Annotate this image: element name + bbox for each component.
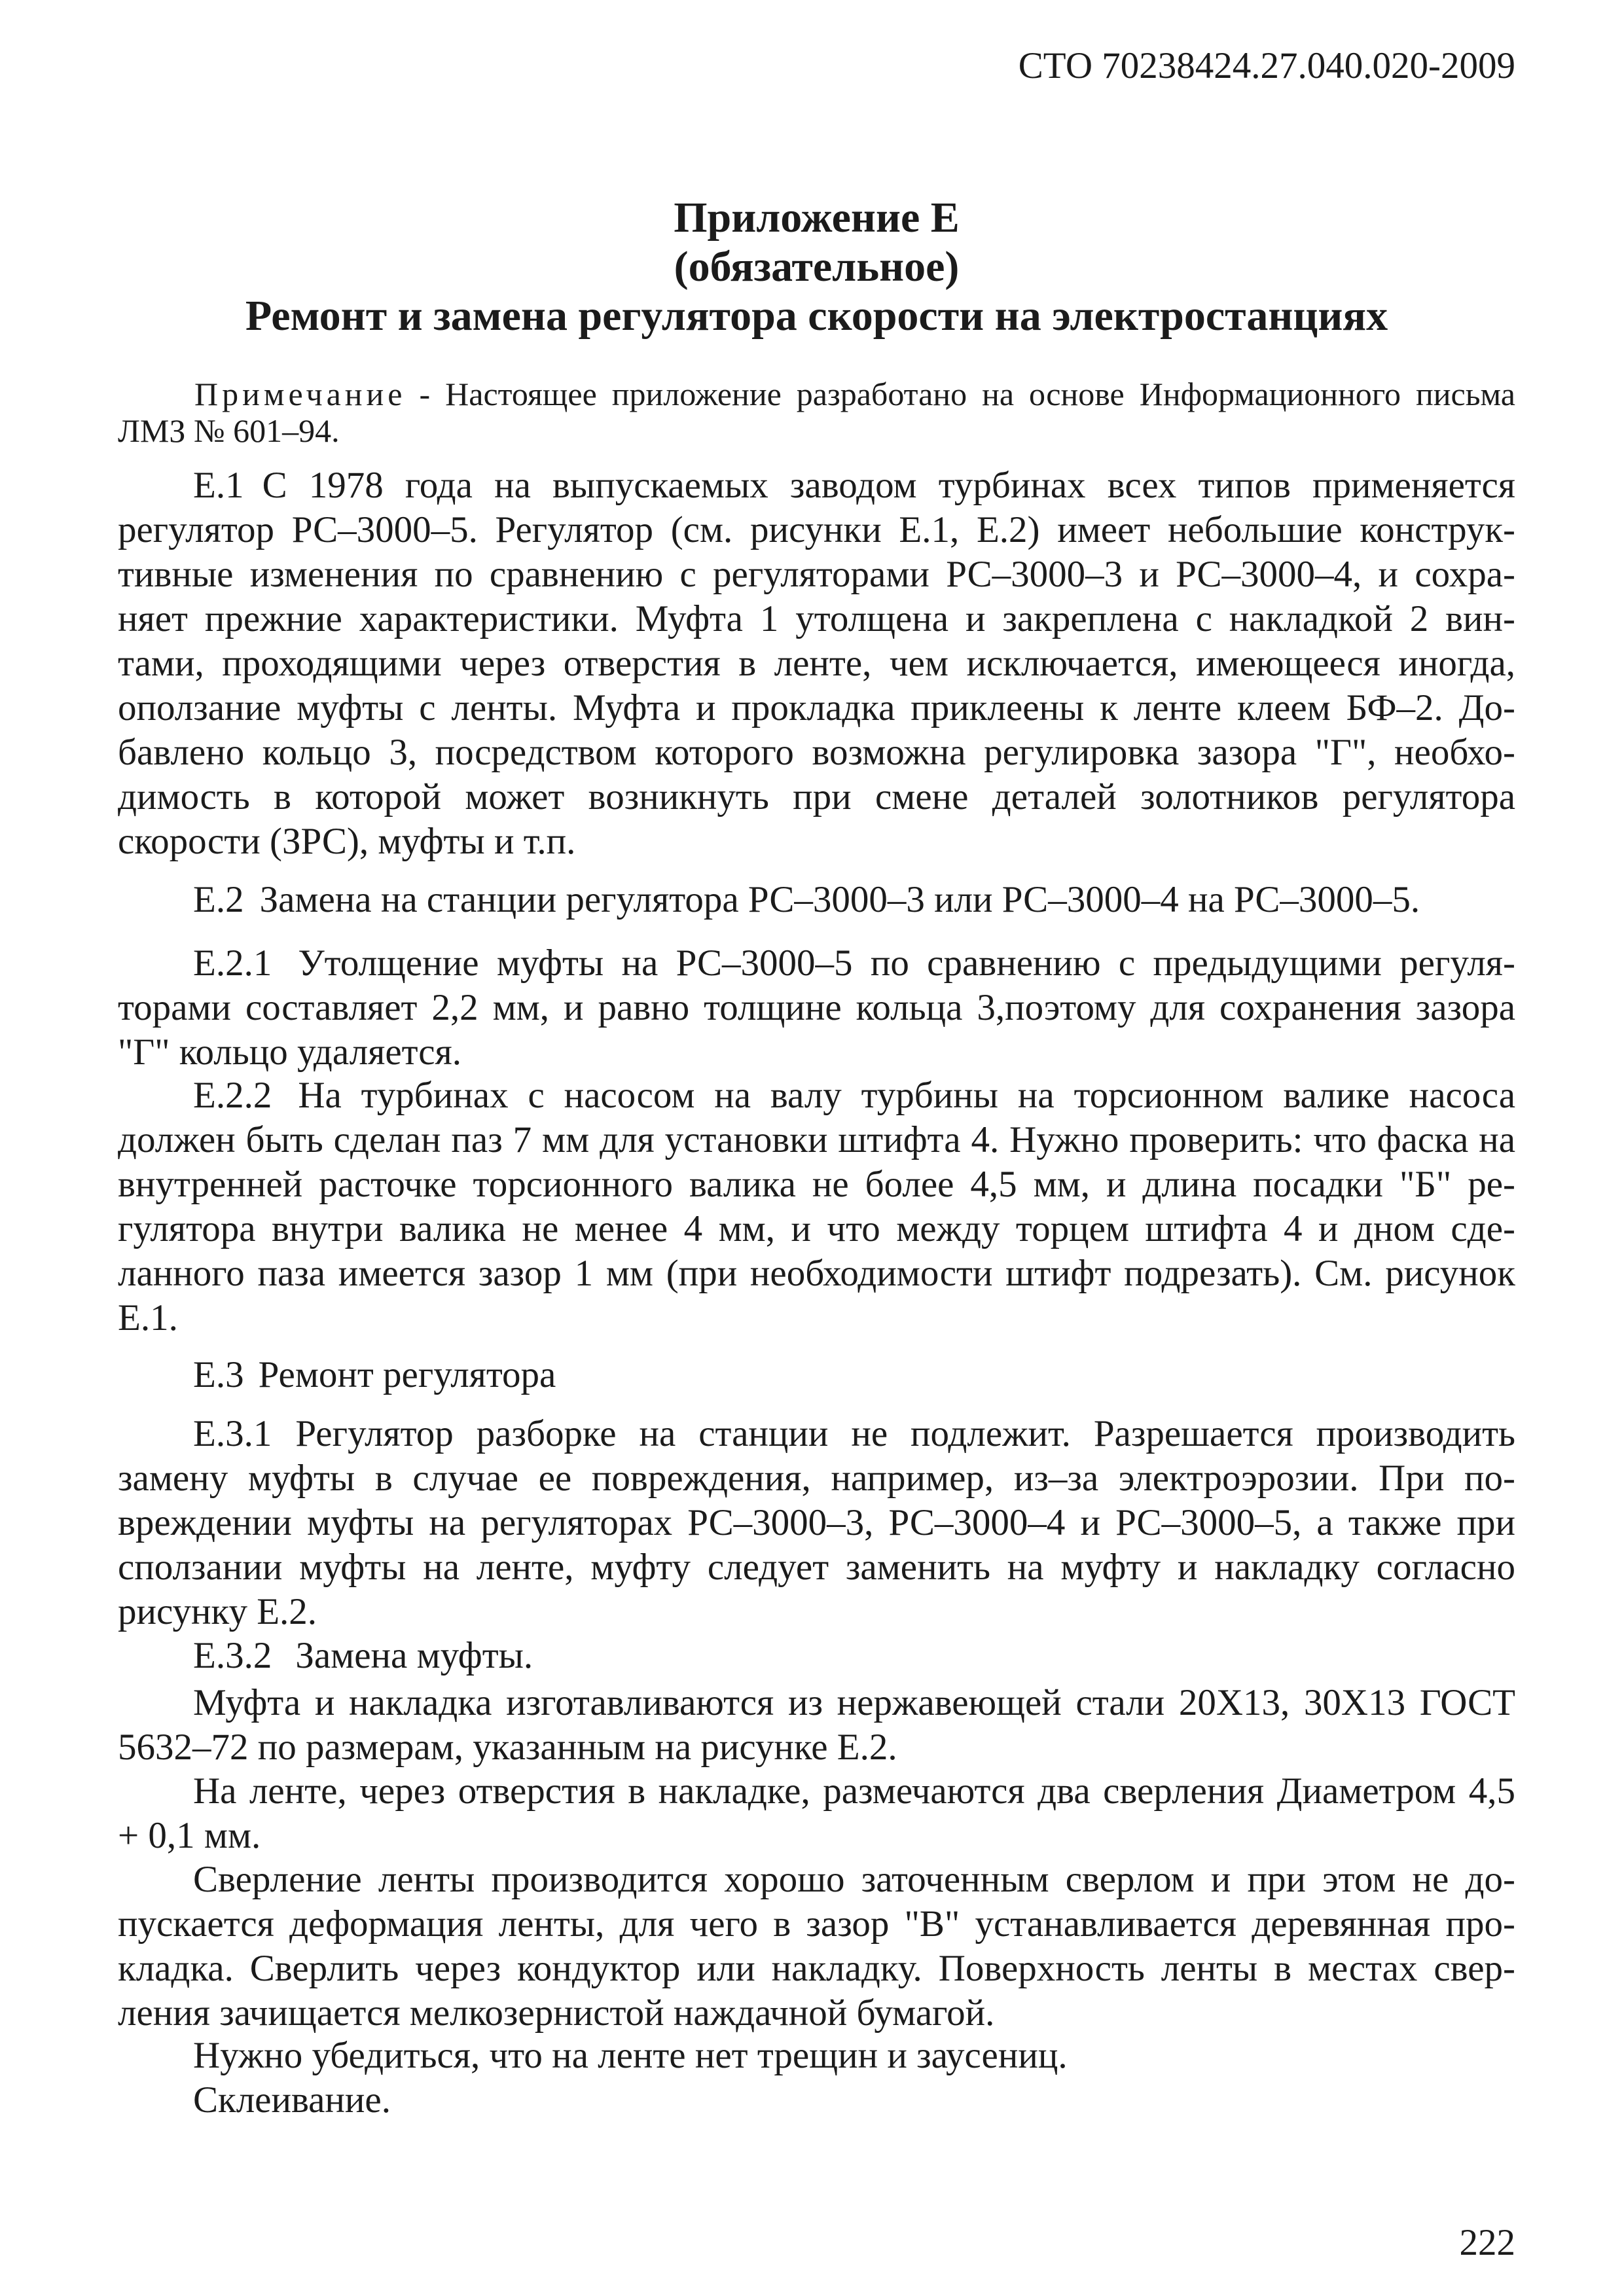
- section-e1-line: няет прежние характеристики. Муфта 1 утолщена и закреплена с накладкой 2 вин-: [118, 598, 1515, 639]
- paragraph-drilling-line: пускается деформация ленты, для чего в зазор "В" устанавливается деревянная про-: [118, 1903, 1515, 1945]
- note: [118, 376, 1515, 449]
- section-e3-1-line-text: Регулятор разборке на станции не подлежит. Разрешается производить: [295, 1413, 1515, 1454]
- section-e3-1-number: Е.3.1: [193, 1413, 272, 1454]
- section-e3-number: Е.3: [193, 1354, 244, 1395]
- section-e3-2-line: [118, 1634, 1515, 1678]
- section-e1-line: оползание муфты с ленты. Муфта и прокладка приклеены к ленте клеем БФ–2. До-: [118, 687, 1515, 728]
- section-e3-line: [118, 1353, 1515, 1397]
- section-e2-2-line-text: На турбинах с насосом на валу турбины на торсионном валике насоса: [298, 1075, 1515, 1116]
- section-e2-1-line: "Г" кольцо удаляется.: [118, 1031, 462, 1073]
- section-e3-1-line: рисунку Е.2.: [118, 1591, 317, 1632]
- section-e2-1: [118, 941, 1515, 1075]
- section-e3-2-line-text: Замена муфты.: [295, 1635, 533, 1676]
- section-e2-2-line: Е.1.: [118, 1297, 178, 1338]
- section-e3-1-line: замену муфты в случае ее повреждения, например, из–за электроэрозии. При по-: [118, 1458, 1515, 1499]
- section-e1: [118, 463, 1515, 864]
- section-e1-line: [118, 463, 1515, 508]
- paragraph-material-line: 5632–72 по размерам, указанным на рисунке Е.2.: [118, 1727, 897, 1768]
- section-e1-line: димость в которой может возникнуть при смене деталей золотников регулятора: [118, 776, 1515, 817]
- document-code-header: СТО 70238424.27.040.020-2009: [1018, 45, 1515, 86]
- section-e2-line: [118, 878, 1515, 922]
- section-e3-2-number: Е.3.2: [193, 1635, 272, 1676]
- paragraph-gluing: [118, 2078, 1515, 2123]
- appendix-title-line: Приложение Е: [674, 194, 960, 242]
- section-e2-number: Е.2: [193, 879, 244, 920]
- note-line-text: - Настоящее приложение разработано на основе Информационного письма: [419, 376, 1515, 412]
- paragraph-gluing-line: Склеивание.: [193, 2079, 391, 2121]
- section-e2-2-line: внутренней расточке торсионного валика не более 4,5 мм, и длина посадки "Б" ре-: [118, 1164, 1515, 1205]
- section-e2-1-line: торами составляет 2,2 мм, и равно толщине кольца 3,поэтому для сохранения зазора: [118, 987, 1515, 1028]
- section-e2-line-text: Замена на станции регулятора РС–3000–3 или РС–3000–4 на РС–3000–5.: [259, 879, 1420, 920]
- paragraph-marking-line: На ленте, через отверстия в накладке, размечаются два сверления Диаметром 4,5: [193, 1770, 1515, 1812]
- appendix-status-line: (обязательное): [674, 243, 960, 291]
- section-e1-line-text: С 1978 года на выпускаемых заводом турбинах всех типов применяется: [262, 465, 1515, 506]
- paragraph-marking: [118, 1769, 1515, 1858]
- section-e2-1-number: Е.2.1: [193, 942, 272, 984]
- appendix-subject-line: Ремонт и замена регулятора скорости на электростанциях: [245, 292, 1388, 340]
- note-label: Примечание: [194, 376, 406, 412]
- section-e3-1-line: сползании муфты на ленте, муфту следует заменить на муфту и накладку согласно: [118, 1547, 1515, 1588]
- section-e1-number: Е.1: [193, 465, 244, 506]
- section-e2: [118, 878, 1515, 922]
- appendix-title: [118, 193, 1515, 340]
- note-line: [118, 376, 1515, 412]
- section-e2-1-line-text: Утолщение муфты на РС–3000–5 по сравнению с предыдущими регуля-: [298, 942, 1515, 984]
- section-e1-line: регулятор РС–3000–5. Регулятор (см. рисунки Е.1, Е.2) имеет небольшие конструк-: [118, 509, 1515, 550]
- paragraph-marking-line: + 0,1 мм.: [118, 1815, 261, 1856]
- section-e2-2-line: ланного паза имеется зазор 1 мм (при необходимости штифт подрезать). См. рисунок: [118, 1253, 1515, 1294]
- section-e1-line: тами, проходящими через отверстия в ленте, чем исключается, имеющееся иногда,: [118, 643, 1515, 684]
- paragraph-material: [118, 1681, 1515, 1770]
- section-e3-1: [118, 1412, 1515, 1634]
- section-e3: [118, 1353, 1515, 1397]
- section-e2-2-line: гулятора внутри валика не менее 4 мм, и что между торцем штифта 4 и дном сде-: [118, 1208, 1515, 1249]
- section-e2-2-number: Е.2.2: [193, 1075, 272, 1116]
- section-e1-line: бавлено кольцо 3, посредством которого возможна регулировка зазора "Г", необхо-: [118, 732, 1515, 773]
- paragraph-inspection: [118, 2034, 1515, 2078]
- section-e2-2-line: должен быть сделан паз 7 мм для установки штифта 4. Нужно проверить: что фаска на: [118, 1119, 1515, 1160]
- paragraph-drilling: [118, 1857, 1515, 2036]
- section-e1-line: скорости (ЗРС), муфты и т.п.: [118, 821, 576, 862]
- section-e3-1-line: [118, 1412, 1515, 1456]
- paragraph-drilling-line: кладка. Сверлить через кондуктор или накладку. Поверхность ленты в местах свер-: [118, 1948, 1515, 1989]
- paragraph-drilling-line: Сверление ленты производится хорошо заточенным сверлом и при этом не до-: [193, 1859, 1515, 1900]
- paragraph-drilling-line: ления зачищается мелкозернистой наждачной бумагой.: [118, 1992, 995, 2034]
- note-line: ЛМЗ № 601–94.: [118, 412, 340, 449]
- section-e3-2: [118, 1634, 1515, 1678]
- section-e3-1-line: вреждении муфты на регуляторах РС–3000–3, РС–3000–4 и РС–3000–5, а также при: [118, 1502, 1515, 1543]
- section-e2-1-line: [118, 941, 1515, 986]
- section-e1-line: тивные изменения по сравнению с регуляторами РС–3000–3 и РС–3000–4, и сохра-: [118, 554, 1515, 595]
- paragraph-inspection-line: Нужно убедиться, что на ленте нет трещин и заусениц.: [193, 2035, 1068, 2076]
- section-e3-line-text: Ремонт регулятора: [258, 1354, 556, 1395]
- paragraph-material-line: Муфта и накладка изготавливаются из нержавеющей стали 20Х13, 30Х13 ГОСТ: [193, 1682, 1515, 1723]
- section-e2-2: [118, 1073, 1515, 1340]
- page-number: 222: [1459, 2222, 1515, 2263]
- section-e2-2-line: [118, 1073, 1515, 1118]
